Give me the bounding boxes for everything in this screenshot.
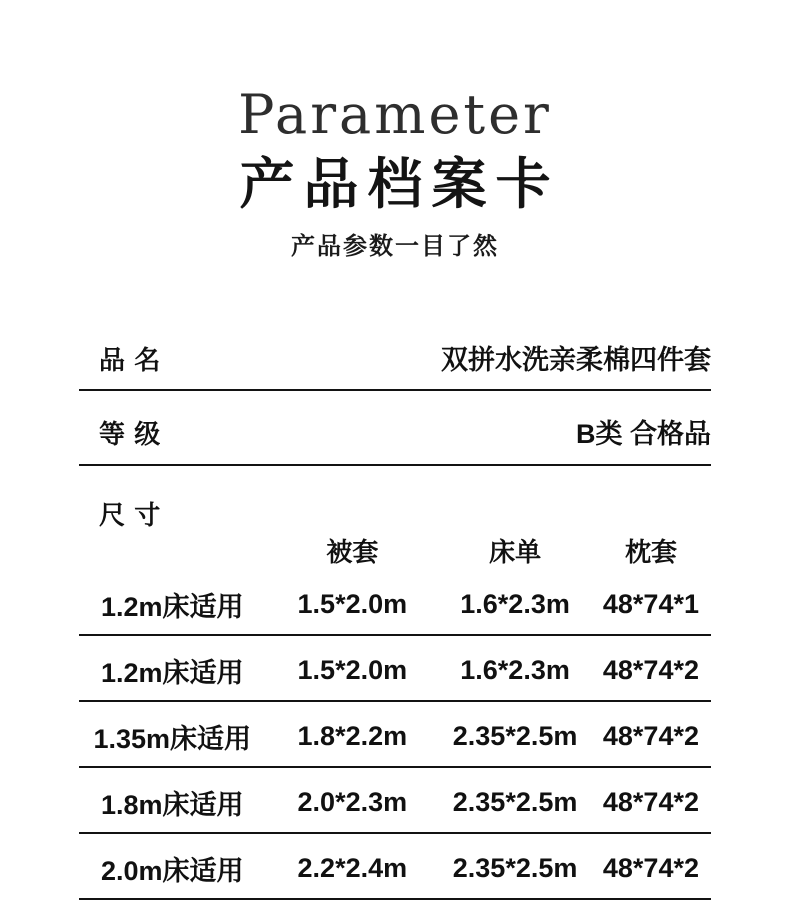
pillow-size-cell: 48*74*2 <box>602 853 699 884</box>
size-header-pillowcase: 枕套 <box>624 537 677 568</box>
spec-row-product-name <box>79 344 711 391</box>
bed-size-cell: 1.2m床适用 <box>100 658 244 689</box>
spec-row-grade <box>79 418 711 465</box>
size-header-duvet-cover: 被套 <box>326 537 379 568</box>
size-table-row-2 <box>79 636 711 702</box>
pillow-size-cell: 48*74*1 <box>602 589 699 620</box>
size-section <box>79 500 711 900</box>
product-parameter-card <box>79 0 711 900</box>
title-chinese: 产品档案卡 <box>239 151 560 216</box>
size-table <box>79 532 711 900</box>
spec-label-product-name: 品 名 <box>99 345 162 375</box>
sheet-size-cell: 1.6*2.3m <box>460 655 570 686</box>
spec-value-product-name: 双拼水洗亲柔棉四件套 <box>441 344 711 375</box>
duvet-size-cell: 1.8*2.2m <box>297 721 408 752</box>
pillow-size-cell: 48*74*2 <box>602 721 699 752</box>
title-english: Parameter <box>238 83 552 146</box>
pillow-size-cell: 48*74*2 <box>602 787 699 818</box>
duvet-size-cell: 2.0*2.3m <box>297 787 408 818</box>
sheet-size-cell: 1.6*2.3m <box>460 589 570 620</box>
spec-table <box>79 344 711 466</box>
sheet-size-cell: 2.35*2.5m <box>452 787 578 818</box>
subtitle: 产品参数一目了然 <box>291 233 499 260</box>
bed-size-cell: 1.2m床适用 <box>100 592 244 623</box>
duvet-size-cell: 1.5*2.0m <box>297 655 408 686</box>
sheet-size-cell: 2.35*2.5m <box>452 853 578 884</box>
duvet-size-cell: 1.5*2.0m <box>297 589 408 620</box>
size-header-bed-sheet: 床单 <box>489 537 542 568</box>
bed-size-cell: 1.35m床适用 <box>93 724 251 755</box>
size-table-row-3 <box>79 702 711 768</box>
size-section-label: 尺 寸 <box>99 499 162 530</box>
bed-size-cell: 2.0m床适用 <box>100 856 244 887</box>
size-table-header-row <box>79 532 711 570</box>
size-table-row-5 <box>79 834 711 900</box>
header <box>79 83 711 262</box>
bed-size-cell: 1.8m床适用 <box>100 790 244 821</box>
sheet-size-cell: 2.35*2.5m <box>452 721 578 752</box>
spec-value-grade: B类 合格品 <box>576 419 711 450</box>
spec-label-grade: 等 级 <box>99 419 162 450</box>
duvet-size-cell: 2.2*2.4m <box>297 853 408 884</box>
size-table-row-4 <box>79 768 711 834</box>
size-table-row-1 <box>79 570 711 636</box>
pillow-size-cell: 48*74*2 <box>602 655 699 686</box>
